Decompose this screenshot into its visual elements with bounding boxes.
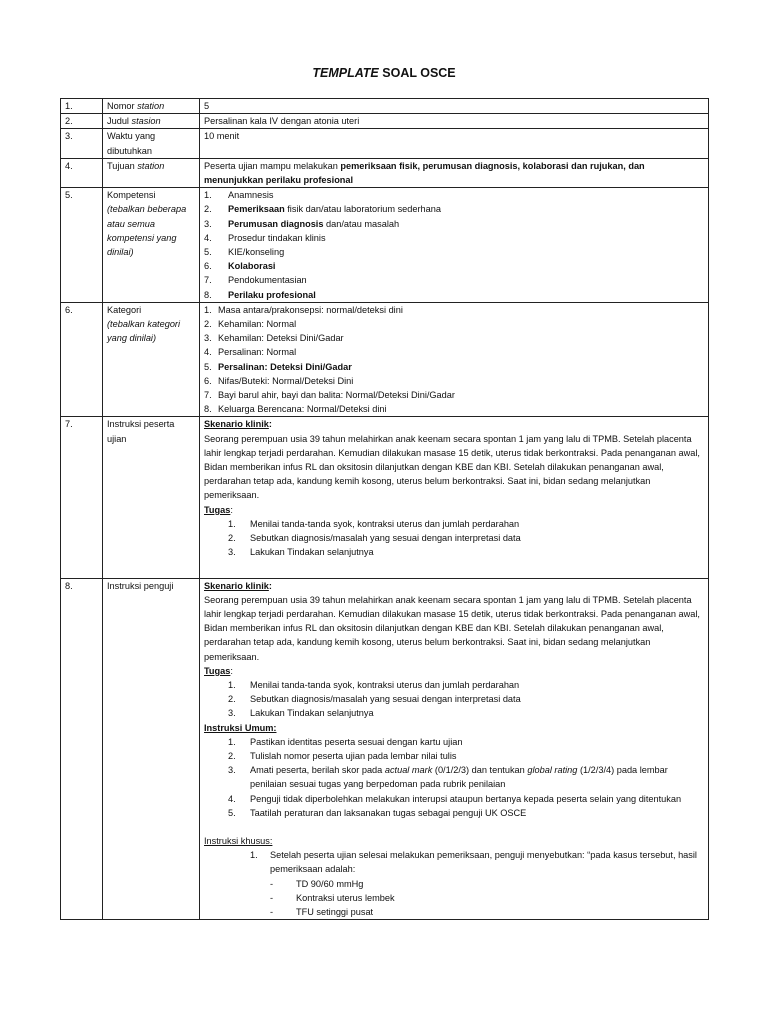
osce-table: [60, 98, 709, 920]
list-item: - Kontraksi uterus lembek: [270, 892, 395, 903]
table-row: [61, 578, 709, 920]
row-label: Waktu yang dibutuhkan: [103, 129, 200, 158]
list-item: 1. Pastikan identitas peserta sesuai dengan kartu ujian: [228, 736, 463, 747]
row-value: 5: [200, 99, 709, 114]
general-instructions-label: Instruksi Umum:: [204, 722, 277, 733]
list-item: 5. Taatilah peraturan dan laksanakan tugas sebagai penguji UK OSCE: [228, 807, 527, 818]
list-item: 1. Menilai tanda-tanda syok, kontraksi uterus dan jumlah perdarahan: [228, 679, 520, 690]
table-row: [61, 129, 709, 158]
table-row: [61, 114, 709, 129]
list-item: - TD 90/60 mmHg: [270, 878, 364, 889]
row-value: Peserta ujian mampu melakukan pemeriksaan fisik, perumusan diagnosis, kolaborasi dan rujukan, dan menunjukkan perilaku profesional: [200, 158, 709, 187]
list-item: 5. Persalinan: Deteksi Dini/Gadar: [204, 361, 352, 372]
table-row: [61, 417, 709, 578]
list-item: 4. Prosedur tindakan klinis: [204, 232, 326, 243]
list-item: 2. Sebutkan diagnosis/masalah yang sesuai dengan interpretasi data: [228, 533, 521, 544]
row-label: Judul stasion: [103, 114, 200, 129]
list-item: 3. Perumusan diagnosis dan/atau masalah: [204, 218, 400, 229]
list-item: 3. Lakukan Tindakan selanjutnya: [228, 708, 374, 719]
row-number: 2.: [61, 114, 103, 129]
special-instructions-label: Instruksi khusus:: [204, 835, 273, 846]
list-item: 7. Pendokumentasian: [204, 275, 307, 286]
table-row: [61, 188, 709, 303]
examiner-instructions: Skenario klinik: Seorang perempuan usia 39 tahun melahirkan anak keenam secara spontan 1 jam yang lalu di TPMB. Setelah placenta lahir lengkap terjadi perdarahan. Kemudian dilakukan masase 15 detik, uterus tidak berkontraksi. Pada penanganan awal, Bidan memberikan infus RL dan oksitosin dilanjutkan dengan KBE dan KBI. Setelah dilakukan penanganan awal, perdarahan tetap ada, kandung kemih kosong, uterus belum berkontraksi. Saat ini, bidan sedang melanjutkan pemeriksaan. Tugas: 1. Menilai tanda-tanda syok, kontraksi uterus dan jumlah perdarahan 2. Sebutkan diagnosis/masalah yang sesuai dengan interpretasi data 3. Lakukan Tindakan selanjutnya Instruksi Umum: 1. Pastikan identitas peserta sesuai dengan kartu ujian 2. Tulislah nomor peserta ujian pada lembar nilai tulis 3. Amati peserta, berilah skor pada actual mark (0/1/2/3) dan tentukan global rating (1/2/3/4) pada lembar penilaian sesuai tugas yang berpedoman pada rubrik penilaian 4. Penguji tidak diperbolehkan melakukan interupsi ataupun bertanya kepada peserta selain yang ditentukan 5. Taatilah peraturan dan laksanakan tugas sebagai penguji UK OSCE Instruksi khusus: 1. Setelah peserta ujian selesai melakukan pemeriksaan, penguji menyebutkan: “pada kasus tersebut, hasil pemeriksaan adalah: - TD 90/60 mmHg - Kontraksi uterus lembek - TFU setinggi pusat: [200, 578, 709, 920]
row-label: Nomor station: [103, 99, 200, 114]
list-item: 1. Anamnesis: [204, 190, 274, 201]
list-item: 1. Masa antara/prakonsepsi: normal/deteksi dini: [204, 304, 403, 315]
list-item: 2. Tulislah nomor peserta ujian pada lembar nilai tulis: [228, 750, 457, 761]
row-number: 1.: [61, 99, 103, 114]
scenario-text: Seorang perempuan usia 39 tahun melahirkan anak keenam secara spontan 1 jam yang lalu di TPMB. Setelah placenta lahir lengkap terjadi perdarahan. Kemudian dilakukan masase 15 detik, uterus tidak berkontraksi. Pada penanganan awal, Bidan memberikan infus RL dan oksitosin dilanjutkan dengan KBE dan KBI. Setelah dilakukan penanganan awal, perdarahan tetap ada, kandung kemih kosong, uterus belum berkontraksi. Saat ini, bidan sedang melanjutkan pemeriksaan.: [204, 594, 700, 662]
list-item: 4. Persalinan: Normal: [204, 347, 297, 358]
row-number: 8.: [61, 578, 103, 920]
row-label: Kompetensi (tebalkan beberapa atau semua kompetensi yang dinilai): [103, 188, 200, 303]
row-number: 5.: [61, 188, 103, 303]
list-item: 3. Lakukan Tindakan selanjutnya: [228, 547, 374, 558]
row-number: 6.: [61, 302, 103, 417]
row-label: Kategori (tebalkan kategori yang dinilai): [103, 302, 200, 417]
document-title: TEMPLATE SOAL OSCE: [312, 66, 456, 80]
list-item: 8. Keluarga Berencana: Normal/Deteksi dini: [204, 404, 387, 415]
participant-instructions: Skenario klinik: Seorang perempuan usia 39 tahun melahirkan anak keenam secara spontan 1 jam yang lalu di TPMB. Setelah placenta lahir lengkap terjadi perdarahan. Kemudian dilakukan masase 15 detik, uterus tidak berkontraksi. Pada penanganan awal, Bidan memberikan infus RL dan oksitosin dilanjutkan dengan KBE dan KBI. Setelah dilakukan penanganan awal, perdarahan tetap ada, kandung kemih kosong, uterus belum berkontraksi. Saat ini, bidan sedang melanjutkan pemeriksaan. Tugas: 1. Menilai tanda-tanda syok, kontraksi uterus dan jumlah perdarahan 2. Sebutkan diagnosis/masalah yang sesuai dengan interpretasi data 3. Lakukan Tindakan selanjutnya: [200, 417, 709, 578]
competency-list: [200, 188, 709, 303]
row-number: 7.: [61, 417, 103, 578]
list-item: 6. Kolaborasi: [204, 261, 276, 272]
table-row: [61, 99, 709, 114]
table-row: [61, 158, 709, 187]
category-list: [200, 302, 709, 417]
list-item: 5. KIE/konseling: [204, 247, 285, 258]
scenario-text: Seorang perempuan usia 39 tahun melahirkan anak keenam secara spontan 1 jam yang lalu di TPMB. Setelah placenta lahir lengkap terjadi perdarahan. Kemudian dilakukan masase 15 detik, uterus tidak berkontraksi. Pada penanganan awal, Bidan memberikan infus RL dan oksitosin dilanjutkan dengan KBE dan KBI. Setelah dilakukan penanganan awal, perdarahan tetap ada, kandung kemih kosong, uterus belum berkontraksi. Saat ini, bidan sedang melanjutkan pemeriksaan.: [204, 433, 700, 501]
row-number: 4.: [61, 158, 103, 187]
list-item: 1. Menilai tanda-tanda syok, kontraksi uterus dan jumlah perdarahan: [228, 518, 520, 529]
row-value: 10 menit: [200, 129, 709, 158]
row-label: Tujuan station: [103, 158, 200, 187]
list-item: 2. Kehamilan: Normal: [204, 319, 297, 330]
table-row: [61, 302, 709, 417]
list-item: 6. Nifas/Buteki: Normal/Deteksi Dini: [204, 375, 354, 386]
row-number: 3.: [61, 129, 103, 158]
list-item: 4. Penguji tidak diperbolehkan melakukan interupsi ataupun bertanya kepada peserta selain yang ditentukan: [228, 793, 682, 804]
list-item: 2. Pemeriksaan fisik dan/atau laboratorium sederhana: [204, 204, 441, 215]
row-label: Instruksi penguji: [103, 578, 200, 920]
list-item: 3. Kehamilan: Deteksi Dini/Gadar: [204, 333, 344, 344]
row-value: Persalinan kala IV dengan atonia uteri: [200, 114, 709, 129]
list-item: 7. Bayi barul ahir, bayi dan balita: Normal/Deteksi Dini/Gadar: [204, 390, 455, 401]
list-item: 1. Setelah peserta ujian selesai melakukan pemeriksaan, penguji menyebutkan: “pada kasus tersebut, hasil pemeriksaan adalah:: [250, 850, 697, 875]
row-label: Instruksi peserta ujian: [103, 417, 200, 578]
list-item: 3. Amati peserta, berilah skor pada actual mark (0/1/2/3) dan tentukan global rating (1/2/3/4) pada lembar penilaian sesuai tugas yang berpedoman pada rubrik penilaian: [228, 765, 668, 790]
list-item: 8. Perilaku profesional: [204, 289, 316, 300]
list-item: 2. Sebutkan diagnosis/masalah yang sesuai dengan interpretasi data: [228, 694, 521, 705]
list-item: - TFU setinggi pusat: [270, 906, 374, 917]
